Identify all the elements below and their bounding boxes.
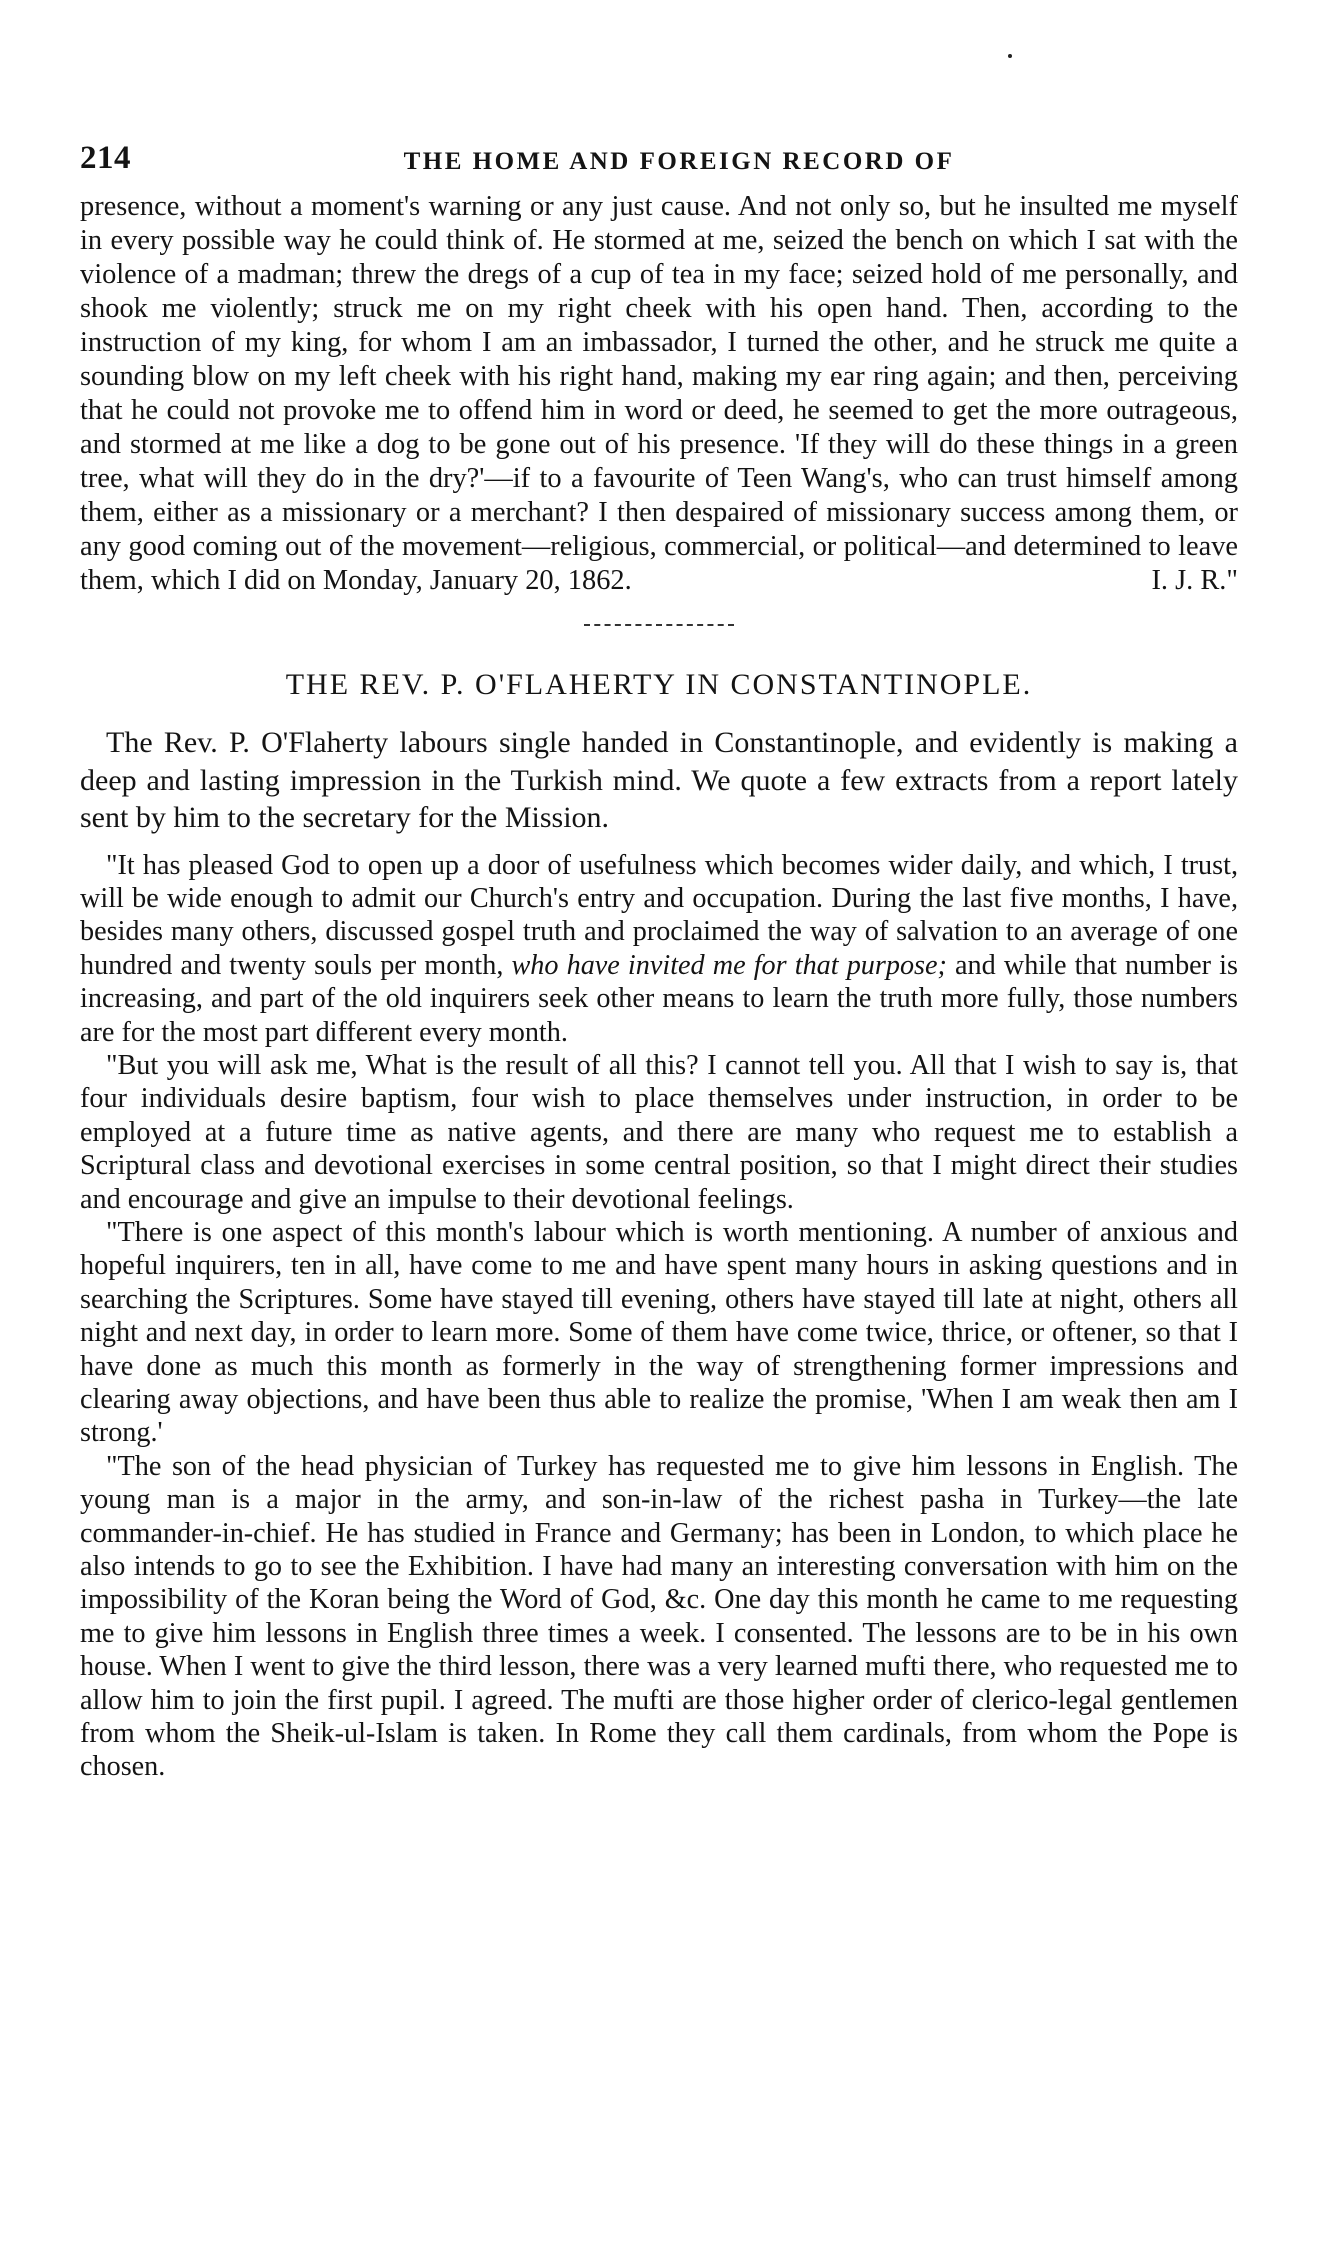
letter-continuation [80, 190, 1238, 598]
extract-paragraph-4: "The son of the head physician of Turkey has requested me to give him lessons in English. The young man is a major in the army, and son-in-law of the richest pasha in Turkey—the late commander-in-chief. He has studied in France and Germany; has been in London, to which place he also intends to go to see the Exhibition. I have had many an interesting conversation with him on the impossibility of the Koran being the Word of God, &c. One day this month he came to me requesting me to give him lessons in English three times a week. I consented. The lessons are to be in his own house. When I went to give the third lesson, there was a very learned mufti there, who requested me to allow him to join the first pupil. I agreed. The mufti are those higher order of clerico-legal gentlemen from whom the Sheik-ul-Islam is taken. In Rome they call them cardinals, from whom the Pope is chosen. [80, 1450, 1238, 1783]
letter-text: presence, without a moment's warning or any just cause. And not only so, but he insulted me myself in every possible way he could think of. He stormed at me, seized the bench on which I sat with the violence of a madman; threw the dregs of a cup of tea in my face; seized hold of me personally, and shook me violently; struck me on my right cheek with his open hand. Then, according to the instruction of my king, for whom I am an imbassador, I turned the other, and he struck me quite a sounding blow on my left cheek with his right hand, making my ear ring again; and then, perceiving that he could not provoke me to offend him in word or deed, he seemed to get the more outrageous, and stormed at me like a dog to be gone out of his presence. 'If they will do these things in a green tree, what will they do in the dry?'—if to a favourite of Teen Wang's, who can trust himself among them, either as a missionary or a merchant? I then despaired of missionary success among them, or any good coming out of the movement—religious, commercial, or political—and determined to leave them, which I did on Monday, January 20, 1862. [80, 191, 1238, 596]
article-title: THE REV. P. O'FLAHERTY IN CONSTANTINOPLE. [285, 668, 1033, 701]
letter-paragraph [80, 190, 1238, 598]
running-head [80, 140, 1238, 190]
intro-paragraph: The Rev. P. O'Flaherty labours single handed in Constantinople, and evidently is making a deep and lasting impression in the Turkish mind. We quote a few extracts from a report lately sent by him to the secretary for the Mission. [80, 726, 1238, 834]
signature: I. J. R." [1151, 565, 1238, 596]
running-title: THE HOME AND FOREIGN RECORD OF [403, 148, 955, 175]
stray-ink-mark [1008, 54, 1012, 58]
extract-1-text-end: and while that number is increasing, and part of the old inquirers seek other means to learn the truth more fully, those numbers are for the most part different every month. [80, 949, 1238, 1048]
extract-paragraph-3: "There is one aspect of this month's labour which is worth mentioning. A number of anxious and hopeful inquirers, ten in all, have come to me and have spent many hours in asking questions and in searching the Scriptures. Some have stayed till evening, others have stayed till late at night, others all night and next day, in order to learn more. Some of them have come twice, thrice, or oftener, so that I have done as much this month as formerly in the way of strengthening former impressions and clearing away objections, and have been thus able to realize the promise, 'When I am weak then am I strong.' [80, 1216, 1238, 1449]
extract-paragraph-1 [80, 849, 1238, 1049]
signature-line [1151, 564, 1238, 598]
page-number: 214 [80, 140, 131, 176]
section-divider [584, 624, 734, 626]
report-extracts [80, 849, 1238, 1784]
extract-paragraph-2: "But you will ask me, What is the result of all this? I cannot tell you. All that I wish to say is, that four individuals desire baptism, four wish to place themselves under instruction, in order to be employed at a future time as native agents, and there are many who request me to establish a Scriptural class and devotional exercises in some central position, so that I might direct their studies and encourage and give an impulse to their devotional feelings. [80, 1049, 1238, 1215]
extract-1-text: "It has pleased God to open up a door of usefulness which becomes wider daily, and which, I trust, will be wide enough to admit our Church's entry and occupation. During the last five months, I have, besides many others, discussed gospel truth and proclaimed the way of salvation to an average of one hundred and twenty souls per month, [80, 849, 1238, 981]
article-intro [80, 724, 1238, 837]
page [80, 140, 1238, 1784]
extract-1-italic: who have invited me for that purpose; [511, 949, 947, 981]
